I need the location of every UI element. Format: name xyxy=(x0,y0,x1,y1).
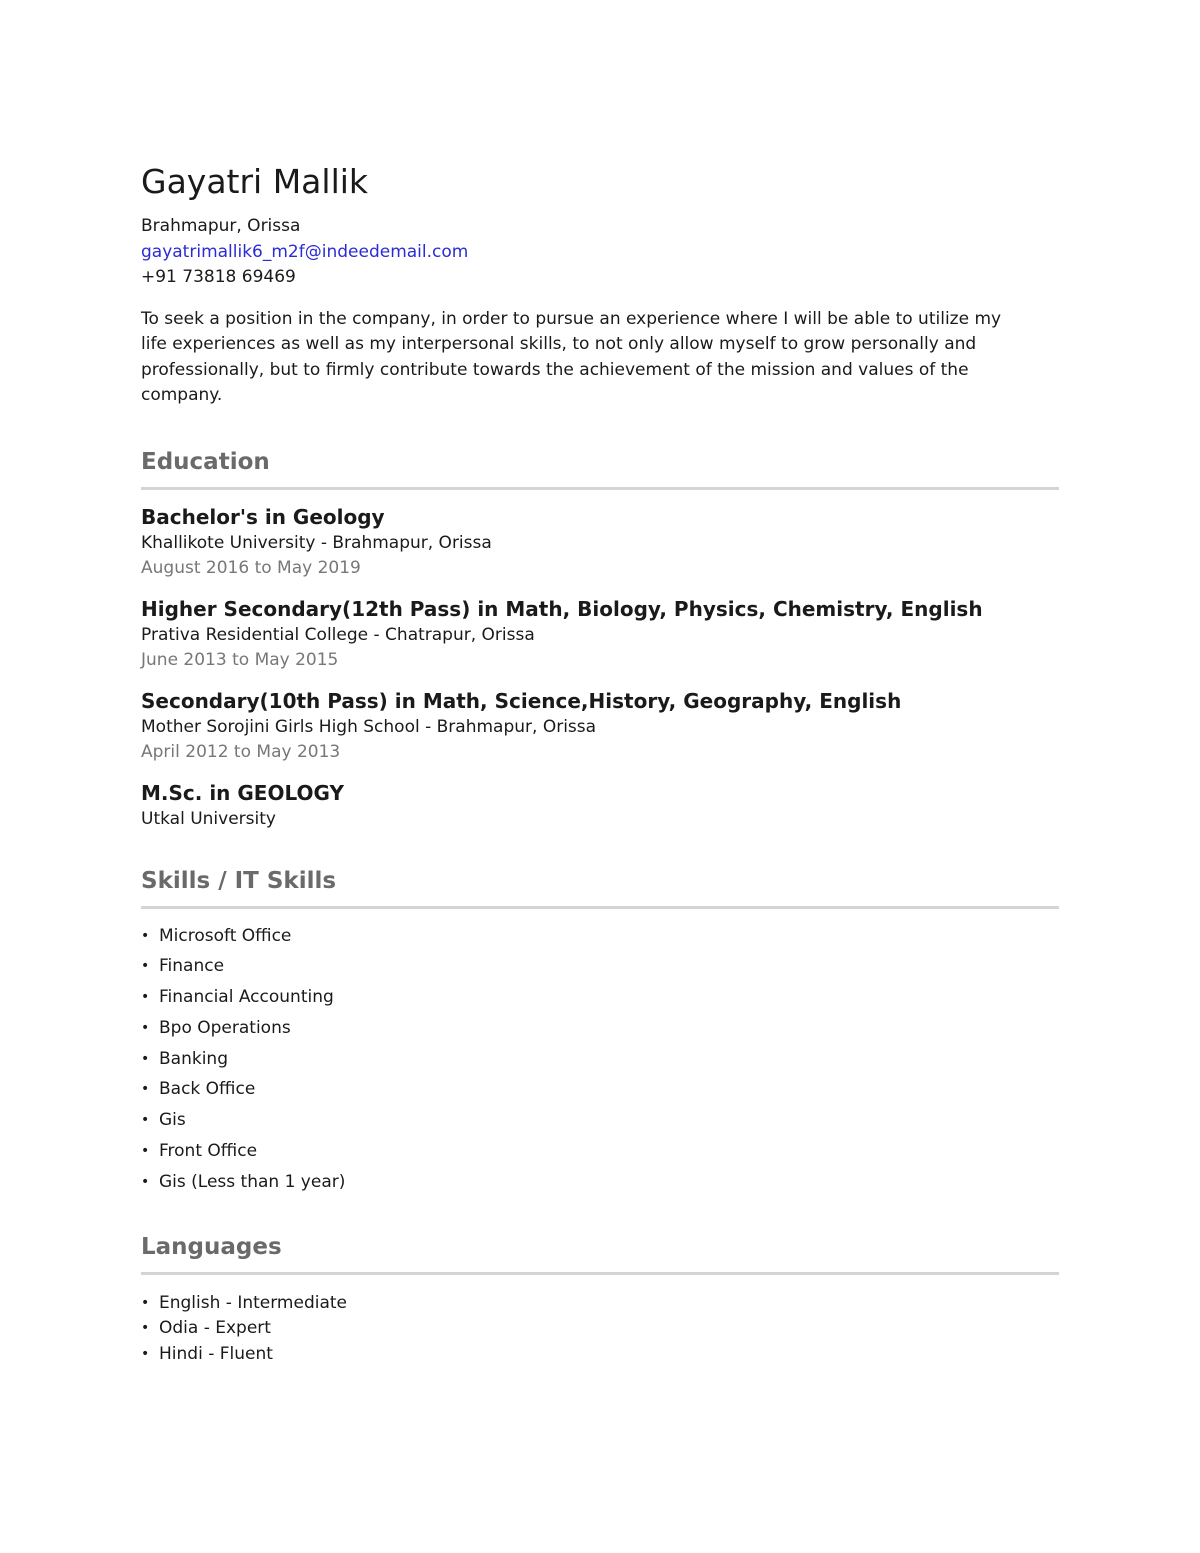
education-section xyxy=(141,447,1059,832)
language-item: • Odia - Expert xyxy=(141,1316,1059,1342)
skill-item: • Front Office xyxy=(141,1136,1059,1167)
email-link[interactable]: gayatrimallik6_m2f@indeedemail.com xyxy=(141,241,469,262)
resume-page xyxy=(141,160,1059,1367)
skill-item: • Gis xyxy=(141,1105,1059,1136)
education-item xyxy=(141,688,1059,765)
education-dates: August 2016 to May 2019 xyxy=(141,557,361,578)
skill-item: • Banking xyxy=(141,1044,1059,1075)
language-item: • English - Intermediate xyxy=(141,1291,1059,1317)
languages-heading: Languages xyxy=(141,1232,1059,1275)
languages-list xyxy=(141,1291,1059,1368)
skills-section xyxy=(141,866,1059,1198)
phone-text: +91 73818 69469 xyxy=(141,267,296,287)
education-dates: June 2013 to May 2015 xyxy=(141,649,339,670)
location-text: Brahmapur, Orissa xyxy=(141,216,301,236)
languages-section xyxy=(141,1232,1059,1368)
candidate-name: Gayatri Mallik xyxy=(141,162,369,201)
skills-list xyxy=(141,921,1059,1198)
skill-item: • Finance xyxy=(141,951,1059,982)
skill-item: • Financial Accounting xyxy=(141,982,1059,1013)
skill-item: • Gis (Less than 1 year) xyxy=(141,1167,1059,1198)
education-item xyxy=(141,780,1059,832)
education-school: Prativa Residential College - Chatrapur, Orissa xyxy=(141,624,535,645)
skill-item: • Bpo Operations xyxy=(141,1013,1059,1044)
education-degree: Higher Secondary(12th Pass) in Math, Biology, Physics, Chemistry, English xyxy=(141,596,983,621)
education-heading: Education xyxy=(141,447,1059,490)
education-item xyxy=(141,596,1059,673)
skill-item: • Back Office xyxy=(141,1074,1059,1105)
contact-info xyxy=(141,214,1059,291)
education-school: Utkal University xyxy=(141,808,276,829)
education-degree: Bachelor's in Geology xyxy=(141,504,385,529)
education-school: Khallikote University - Brahmapur, Orissa xyxy=(141,532,492,553)
education-degree: M.Sc. in GEOLOGY xyxy=(141,780,344,805)
education-list xyxy=(141,504,1059,832)
skill-item: • Microsoft Office xyxy=(141,921,1059,952)
education-dates: April 2012 to May 2013 xyxy=(141,741,341,762)
skills-heading: Skills / IT Skills xyxy=(141,866,1059,909)
education-school: Mother Sorojini Girls High School - Brahmapur, Orissa xyxy=(141,716,597,737)
education-degree: Secondary(10th Pass) in Math, Science,History, Geography, English xyxy=(141,688,902,713)
education-item xyxy=(141,504,1059,581)
language-item: • Hindi - Fluent xyxy=(141,1342,1059,1368)
summary-text: To seek a position in the company, in order to pursue an experience where I will be able to utilize my life experiences as well as my interpersonal skills, to not only allow myself to grow personally and professionally, but to firmly contribute towards the achievement of the mission and values of the company. xyxy=(141,308,1002,405)
